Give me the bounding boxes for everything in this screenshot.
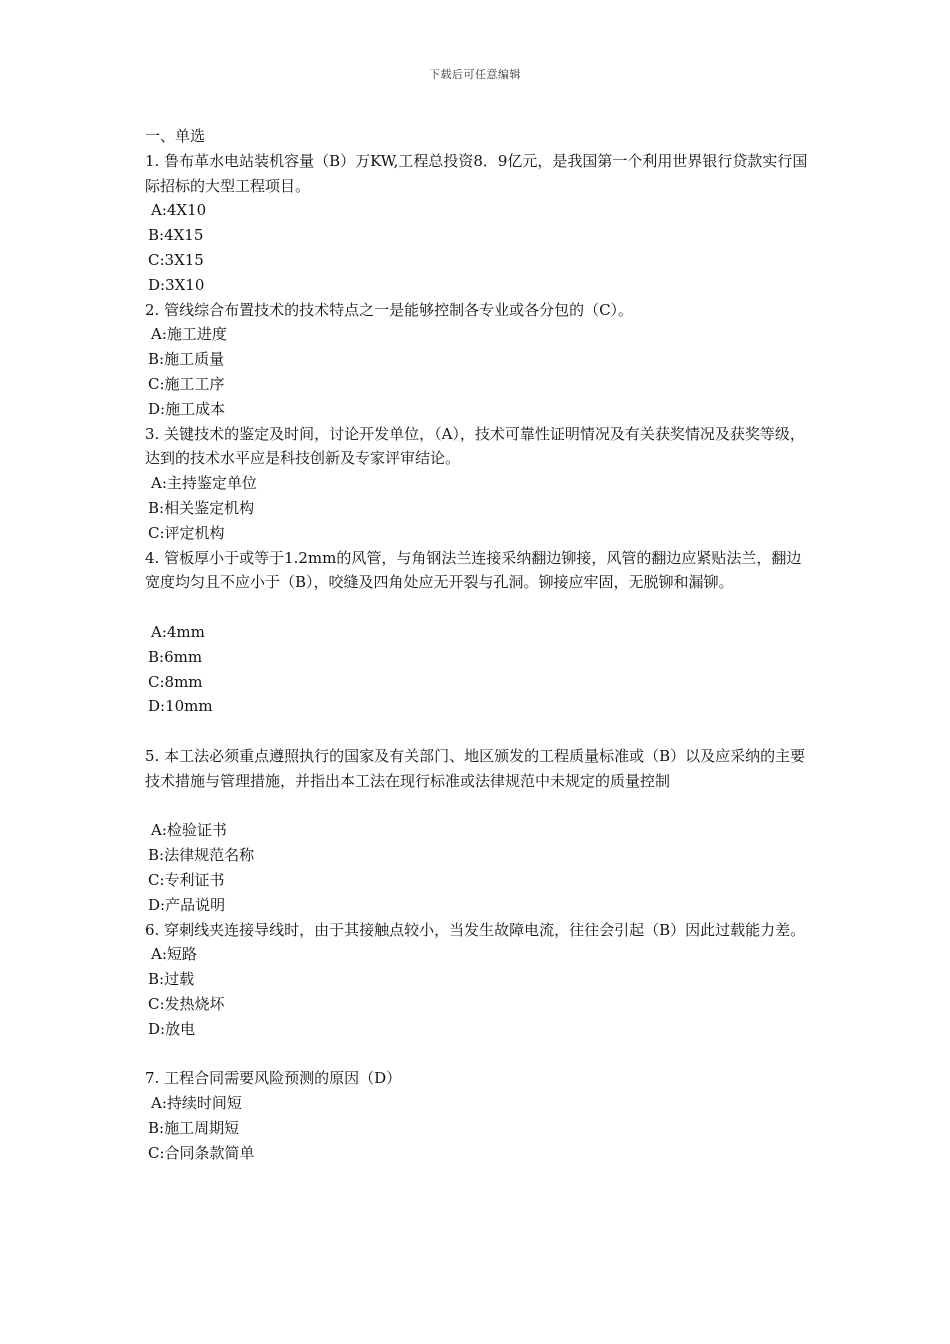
question-4-option-a: A:4mm xyxy=(151,622,205,641)
blank-line xyxy=(145,1041,810,1066)
document-body xyxy=(145,124,810,1165)
blank-line xyxy=(145,595,810,620)
question-5-option-a: A:检验证书 xyxy=(151,821,227,840)
question-6-option-a: A:短路 xyxy=(151,945,197,964)
question-4-option-d: D:10mm xyxy=(148,697,213,716)
question-3-option-c: C:评定机构 xyxy=(148,523,225,542)
question-7-option-b: B:施工周期短 xyxy=(148,1118,240,1137)
question-3-stem: 3. 关键技术的鉴定及时间，讨论开发单位，（A），技术可靠性证明情况及有关获奖情况及获奖等级，达到的技术水平应是科技创新及专家评审结论。 xyxy=(145,424,805,468)
question-5-option-d: D:产品说明 xyxy=(148,895,226,914)
question-6-stem: 6. 穿刺线夹连接导线时，由于其接触点较小，当发生故障电流，往往会引起（B）因此过载能力差。 xyxy=(145,920,806,939)
question-7-option-a: A:持续时间短 xyxy=(151,1094,242,1113)
question-1-option-b: B:4X15 xyxy=(148,226,204,245)
question-1-stem: 1. 鲁布革水电站装机容量（B）万KW,工程总投资8．9亿元，是我国第一个利用世界银行贷款实行国际招标的大型工程项目。 xyxy=(145,151,808,195)
question-7-stem: 7. 工程合同需要风险预测的原因（D） xyxy=(145,1069,402,1088)
question-5-option-b: B:法律规范名称 xyxy=(148,846,255,865)
question-7-option-c: C:合同条款简单 xyxy=(148,1143,255,1162)
question-6-option-b: B:过载 xyxy=(148,970,195,989)
question-2-option-d: D:施工成本 xyxy=(148,399,226,418)
question-2-stem: 2. 管线综合布置技术的技术特点之一是能够控制各专业或各分包的（C）。 xyxy=(145,300,634,319)
question-1-option-d: D:3X10 xyxy=(148,275,205,294)
question-6-option-c: C:发热烧坏 xyxy=(148,994,225,1013)
question-2-option-c: C:施工工序 xyxy=(148,374,225,393)
question-6-option-d: D:放电 xyxy=(148,1019,196,1038)
question-4-option-c: C:8mm xyxy=(148,672,203,691)
blank-line xyxy=(145,794,810,819)
question-3-option-a: A:主持鉴定单位 xyxy=(151,474,257,493)
question-2-option-a: A:施工进度 xyxy=(151,325,227,344)
blank-line xyxy=(145,719,810,744)
question-2-option-b: B:施工质量 xyxy=(148,350,225,369)
question-4-option-b: B:6mm xyxy=(148,647,203,666)
question-1-option-c: C:3X15 xyxy=(148,250,204,269)
question-1-option-a: A:4X10 xyxy=(151,201,207,220)
header-note: 下载后可任意编辑 xyxy=(429,68,521,81)
section-title: 一、单选 xyxy=(145,127,206,145)
question-3-option-b: B:相关鉴定机构 xyxy=(148,498,255,517)
question-5-stem: 5. 本工法必须重点遵照执行的国家及有关部门、地区颁发的工程质量标准或（B）以及应采纳的主要技术措施与管理措施，并指出本工法在现行标准或法律规范中未规定的质量控制 xyxy=(145,746,806,790)
question-5-option-c: C:专利证书 xyxy=(148,870,225,889)
question-4-stem: 4. 管板厚小于或等于1.2mm的风管，与角钢法兰连接采纳翻边铆接，风管的翻边应紧贴法兰，翻边宽度均匀且不应小于（B），咬缝及四角处应无开裂与孔洞。铆接应牢固，无脱铆和漏铆。 xyxy=(145,548,802,592)
